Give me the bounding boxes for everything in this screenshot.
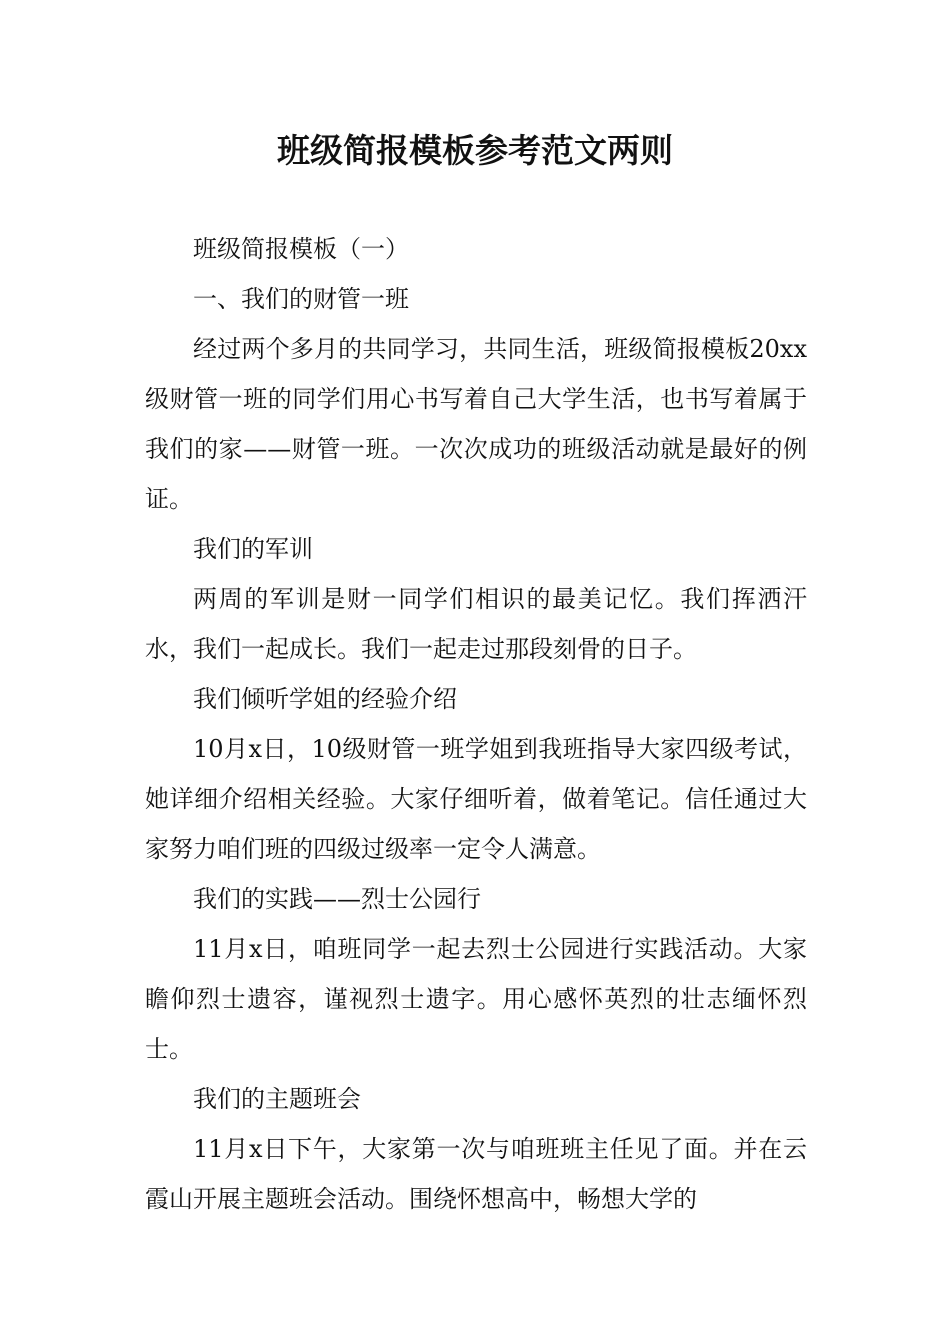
document-title: 班级简报模板参考范文两则	[277, 131, 673, 170]
section-heading-theme-meeting: 我们的主题班会	[193, 1085, 361, 1113]
paragraph-theme-meeting: 11月x日下午，大家第一次与咱班班主任见了面。并在云霞山开展主题班会活动。围绕怀想高中，畅想大学的	[145, 1135, 807, 1213]
paragraph-military-training: 两周的军训是财一同学们相识的最美记忆。我们挥洒汗水，我们一起成长。我们一起走过那段刻骨的日子。	[145, 585, 807, 663]
document-body	[145, 224, 807, 1224]
section-heading-senior-experience: 我们倾听学姐的经验介绍	[193, 685, 457, 713]
section-heading-template-one: 班级简报模板（一）	[193, 235, 409, 263]
paragraph-class-intro: 经过两个多月的共同学习，共同生活，班级简报模板20xx级财管一班的同学们用心书写着自己大学生活，也书写着属于我们的家——财管一班。一次次成功的班级活动就是最好的例证。	[145, 335, 807, 513]
section-heading-military-training: 我们的军训	[193, 535, 313, 563]
paragraph-martyrs-park: 11月x日，咱班同学一起去烈士公园进行实践活动。大家瞻仰烈士遗容，谨视烈士遗字。用心感怀英烈的壮志缅怀烈士。	[145, 935, 807, 1063]
section-heading-martyrs-park: 我们的实践——烈士公园行	[193, 885, 481, 913]
section-heading-our-class: 一、我们的财管一班	[193, 285, 409, 313]
paragraph-senior-experience: 10月x日，10级财管一班学姐到我班指导大家四级考试，她详细介绍相关经验。大家仔细听着，做着笔记。信任通过大家努力咱们班的四级过级率一定令人满意。	[145, 735, 807, 863]
